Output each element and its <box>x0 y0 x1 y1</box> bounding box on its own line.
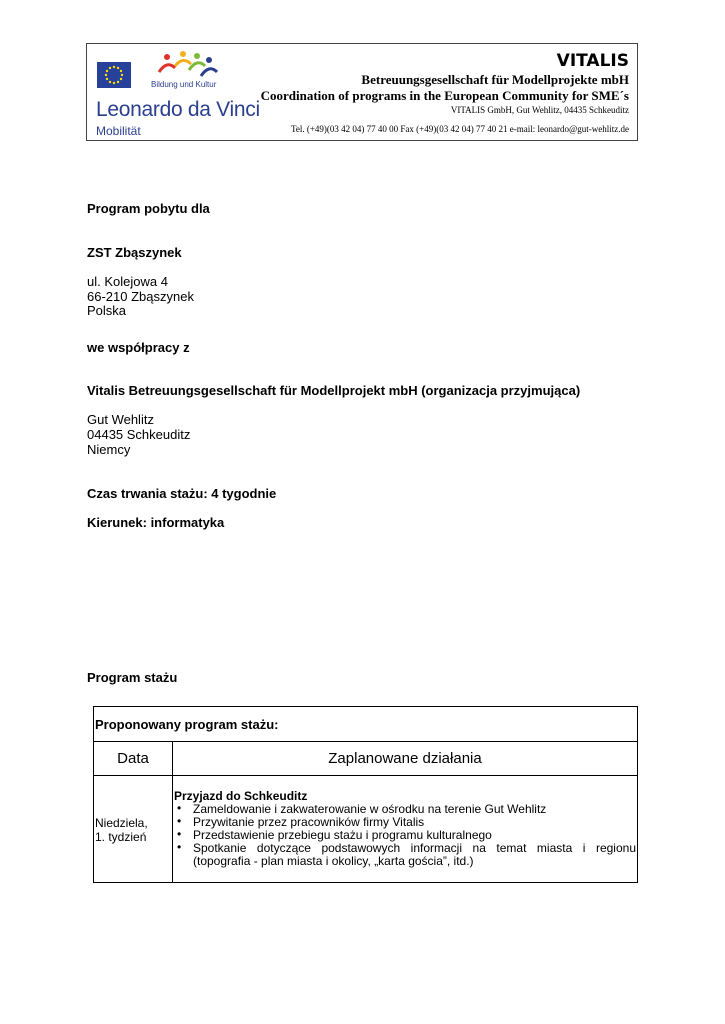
row-date-day: Niedziela, <box>95 816 148 830</box>
list-item: • Przywitanie przez pracowników firmy Vitalis <box>174 816 637 829</box>
company-contact: Tel. (+49)(03 42 04) 77 40 00 Fax (+49)(03 42 04) 77 40 21 e-mail: leonardo@gut-wehlitz.de <box>291 124 629 134</box>
host-organization-name: Vitalis Betreuungsgesellschaft für Modellprojekt mbH (organizacja przyjmująca) <box>87 383 581 398</box>
logo-title: Leonardo da Vinci <box>96 98 260 121</box>
letterhead <box>86 43 638 141</box>
school-address-line1: ul. Kolejowa 4 <box>87 274 168 289</box>
host-address-line2: 04435 Schkeuditz <box>87 427 191 442</box>
people-figures-icon <box>153 50 223 80</box>
program-table <box>93 706 638 883</box>
table-header-row <box>94 742 637 776</box>
table-row <box>94 776 637 882</box>
school-address-line2: 66-210 Zbąszynek <box>87 289 194 304</box>
list-item: • Spotkanie dotyczące podstawowych informacji na temat miasta i regionu (topografia - plan miasta i okolicy, „karta gościa”, itd.) <box>174 842 637 868</box>
company-subtitle: Betreuungsgesellschaft für Modellprojekte mbH <box>361 72 629 87</box>
cooperation-label: we współpracy z <box>87 340 190 355</box>
header-activities: Zaplanowane działania <box>328 750 482 767</box>
direction-text: Kierunek: informatyka <box>87 515 225 530</box>
row-activities <box>173 776 637 882</box>
eu-flag-icon <box>97 62 131 88</box>
list-item: • Przedstawienie przebiegu stażu i programu kulturalnego <box>174 829 637 842</box>
row-activity-title: Przyjazd do Schkeuditz <box>174 789 308 803</box>
program-for-label: Program pobytu dla <box>87 201 210 216</box>
program-heading: Program stażu <box>87 670 178 685</box>
logo-tagline: Bildung und Kultur <box>151 80 217 89</box>
host-address-line1: Gut Wehlitz <box>87 412 154 427</box>
activity-list <box>174 803 637 868</box>
list-item: • Zameldowanie i zakwaterowanie w ośrodku na terenie Gut Wehlitz <box>174 803 637 816</box>
table-title: Proponowany program stażu: <box>94 707 637 742</box>
row-date-week: 1. tydzień <box>95 830 147 844</box>
host-address-line3: Niemcy <box>87 442 131 457</box>
header-date: Data <box>94 742 173 775</box>
company-address: VITALIS GmbH, Gut Wehlitz, 04435 Schkeuditz <box>450 105 629 115</box>
row-date <box>94 776 173 882</box>
school-address-line3: Polska <box>87 303 127 318</box>
duration-text: Czas trwania stażu: 4 tygodnie <box>87 486 277 501</box>
logo-subtitle: Mobilität <box>96 124 141 138</box>
company-info <box>261 50 629 136</box>
company-brand: VITALIS <box>556 51 629 71</box>
company-tagline: Coordination of programs in the European Community for SME´s <box>260 88 629 103</box>
school-name: ZST Zbąszynek <box>87 245 182 260</box>
leonardo-da-vinci-logo <box>93 48 260 138</box>
